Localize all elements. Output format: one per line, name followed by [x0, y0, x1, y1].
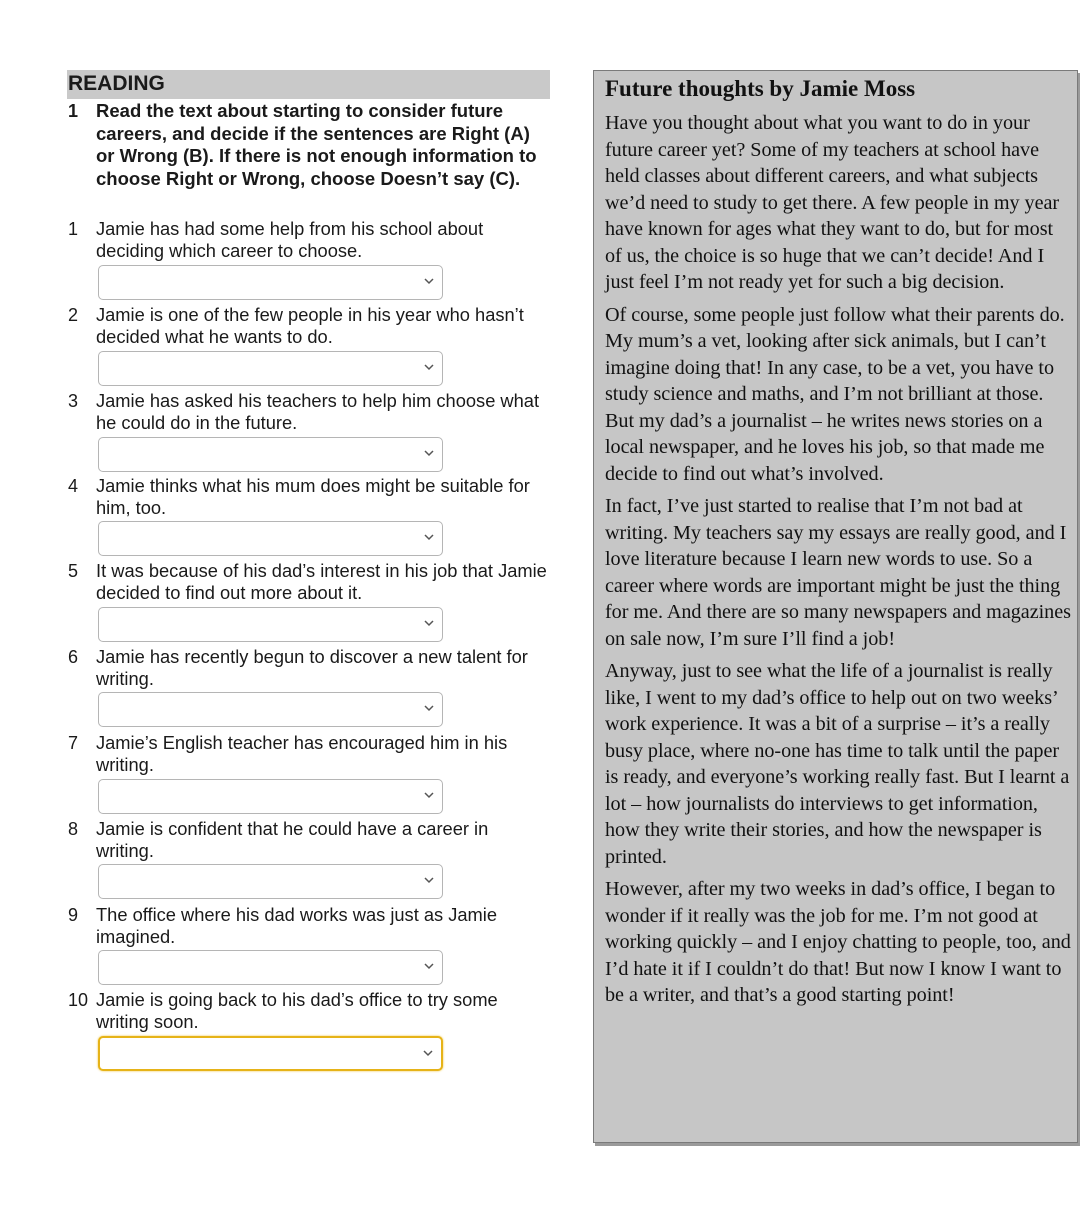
answer-dropdown-10[interactable] [98, 1036, 443, 1071]
question-number: 9 [68, 905, 79, 925]
answer-dropdown-7[interactable] [98, 779, 443, 814]
question-number: 3 [68, 391, 79, 411]
chevron-down-icon [422, 873, 436, 887]
section-heading: READING [67, 70, 550, 99]
answer-dropdown-2[interactable] [98, 351, 443, 386]
chevron-down-icon [422, 446, 436, 460]
question-number: 2 [68, 305, 79, 325]
article-paragraph: Anyway, just to see what the life of a journalist is really like, I went to my dad’s office to help out on two weeks’ work experience. It was a bit of a surprise – it’s a really busy place, where no-one has time to talk until the paper is ready, and everyone’s working really fast. But I learnt a lot – how journalists do interviews to get information, how they write their stories, and how the newspaper is printed. [605, 660, 1070, 868]
article-paragraph: Have you thought about what you want to do in your future career yet? Some of my teachers at school have held classes about different careers, and what subjects we’d need to study to get there. A few people in my year have known for ages what they want to do, but for most of us, the choice is so huge that we can’t decide! And I just feel I’m not ready yet for such a big decision. [605, 112, 1060, 293]
answer-dropdown-5[interactable] [98, 607, 443, 642]
answer-dropdown-4[interactable] [98, 521, 443, 556]
question-number: 4 [68, 476, 79, 496]
answer-dropdown-6[interactable] [98, 692, 443, 727]
instruction-text: Read the text about starting to consider future careers, and decide if the sentences are Right (A) or Wrong (B). If there is not enough information to choose Right or Wrong, choose Doesn’t say (C). [96, 100, 537, 189]
instruction-number: 1 [68, 101, 79, 121]
chevron-down-icon [422, 701, 436, 715]
question-column [67, 70, 550, 1033]
question-text: Jamie is going back to his dad’s office to try some writing soon. [96, 989, 498, 1033]
question-text: Jamie has recently begun to discover a new talent for writing. [96, 646, 528, 690]
question-3 [67, 390, 550, 435]
chevron-down-icon [422, 788, 436, 802]
question-text: Jamie has asked his teachers to help him choose what he could do in the future. [96, 390, 540, 434]
question-5 [67, 560, 550, 605]
question-number: 1 [68, 219, 79, 239]
chevron-down-icon [422, 959, 436, 973]
chevron-down-icon [422, 360, 436, 374]
question-text: Jamie is confident that he could have a career in writing. [96, 818, 489, 862]
answer-dropdown-3[interactable] [98, 437, 443, 472]
chevron-down-icon [422, 274, 436, 288]
article-paragraph: Of course, some people just follow what their parents do. My mum’s a vet, looking after sick animals, but I can’t imagine doing that! In any case, to be a vet, you have to study science and maths, and I’m not brilliant at those. But my dad’s a journalist – he writes news stories on a local newspaper, and he loves his job, so that made me decide to find out what’s involved. [605, 303, 1065, 485]
question-1 [67, 218, 550, 263]
question-text: Jamie has had some help from his school about deciding which career to choose. [96, 218, 484, 262]
chevron-down-icon [422, 616, 436, 630]
question-6 [67, 646, 550, 691]
article-paragraph: However, after my two weeks in dad’s office, I began to wonder if it really was the job for me. I’m not good at working quickly – and I enjoy chatting to people, too, and I’d hate it if I couldn’t do that! But now I know I want to be a writer, and that’s a good starting point! [605, 878, 1071, 1006]
question-number: 6 [68, 647, 79, 667]
question-10 [67, 989, 550, 1034]
question-number: 7 [68, 733, 79, 753]
chevron-down-icon [422, 530, 436, 544]
question-7 [67, 732, 550, 777]
question-text: Jamie’s English teacher has encouraged him in his writing. [96, 732, 508, 776]
article-paragraph: In fact, I’ve just started to realise that I’m not bad at writing. My teachers say my essays are really good, and I love literature because I learn new words to use. So a career where words are important might be just the thing for me. And there are so many newspapers and magazines on sale now, I’m sure I’ll find a job! [605, 495, 1071, 650]
answer-dropdown-8[interactable] [98, 864, 443, 899]
question-4 [67, 475, 550, 520]
answer-dropdown-9[interactable] [98, 950, 443, 985]
answer-dropdown-1[interactable] [98, 265, 443, 300]
question-text: Jamie is one of the few people in his year who hasn’t decided what he wants to do. [96, 304, 524, 348]
instruction [67, 100, 550, 190]
article-panel [593, 70, 1078, 1143]
chevron-down-icon [421, 1046, 435, 1060]
question-8 [67, 818, 550, 863]
question-number: 8 [68, 819, 79, 839]
question-text: Jamie thinks what his mum does might be suitable for him, too. [96, 475, 530, 519]
question-number: 10 [68, 990, 89, 1010]
question-2 [67, 304, 550, 349]
article-title: Future thoughts by Jamie Moss [605, 76, 916, 101]
question-text: It was because of his dad’s interest in his job that Jamie decided to find out more about it. [96, 560, 547, 604]
question-9 [67, 904, 550, 949]
question-number: 5 [68, 561, 79, 581]
question-text: The office where his dad works was just as Jamie imagined. [96, 904, 498, 948]
